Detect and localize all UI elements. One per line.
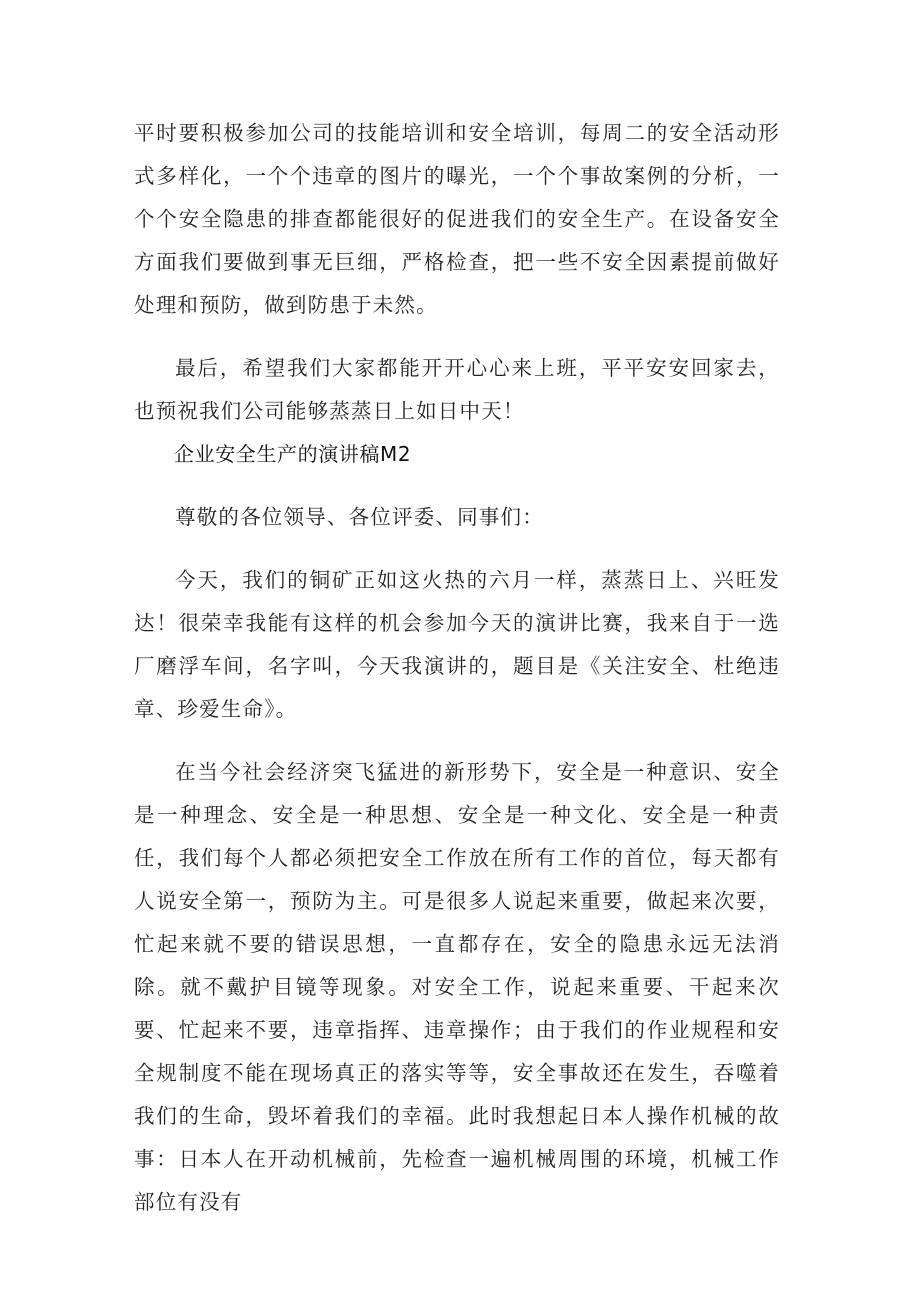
- document-body: [134, 112, 780, 1224]
- speech-title: 企业安全生产的演讲稿M2: [174, 442, 412, 466]
- paragraph-safety-awareness: 在当今社会经济突飞猛进的新形势下，安全是一种意识、安全是一种理念、安全是一种思想、安全是一种文化、安全是一种责任，我们每个人都必须把安全工作放在所有工作的首位，每天都有人说安全第一，预防为主。可是很多人说起来重要，做起来次要，忙起来就不要的错误思想，一直都存在，安全的隐患永远无法消除。就不戴护目镜等现象。对安全工作，说起来重要、干起来次要、忙起来不要，违章指挥、违章操作；由于我们的作业规程和安全规制度不能在现场真正的落实等等，安全事故还在发生，吞噬着我们的生命，毁坏着我们的幸福。此时我想起日本人操作机械的故事：日本人在开动机械前，先检查一遍机械周围的环境，机械工作部位有没有: [134, 760, 780, 1214]
- paragraph-training: 平时要积极参加公司的技能培训和安全培训，每周二的安全活动形式多样化，一个个违章的图片的曝光，一个个事故案例的分析，一个个安全隐患的排查都能很好的促进我们的安全生产。在设备安全方面我们要做到事无巨细，严格检查，把一些不安全因素提前做好处理和预防，做到防患于未然。: [134, 121, 780, 317]
- paragraph-salutation: 尊敬的各位领导、各位评委、同事们：: [175, 505, 544, 529]
- paragraph-introduction: 今天，我们的铜矿正如这火热的六月一样，蒸蒸日上、兴旺发达！很荣幸我能有这样的机会参加今天的演讲比赛，我来自于一选厂磨浮车间，名字叫，今天我演讲的，题目是《关注安全、杜绝违章、珍爱生命》。: [134, 568, 780, 721]
- paragraph-closing-wish: 最后，希望我们大家都能开开心心来上班，平平安安回家去，也预祝我们公司能够蒸蒸日上如日中天！: [134, 356, 780, 423]
